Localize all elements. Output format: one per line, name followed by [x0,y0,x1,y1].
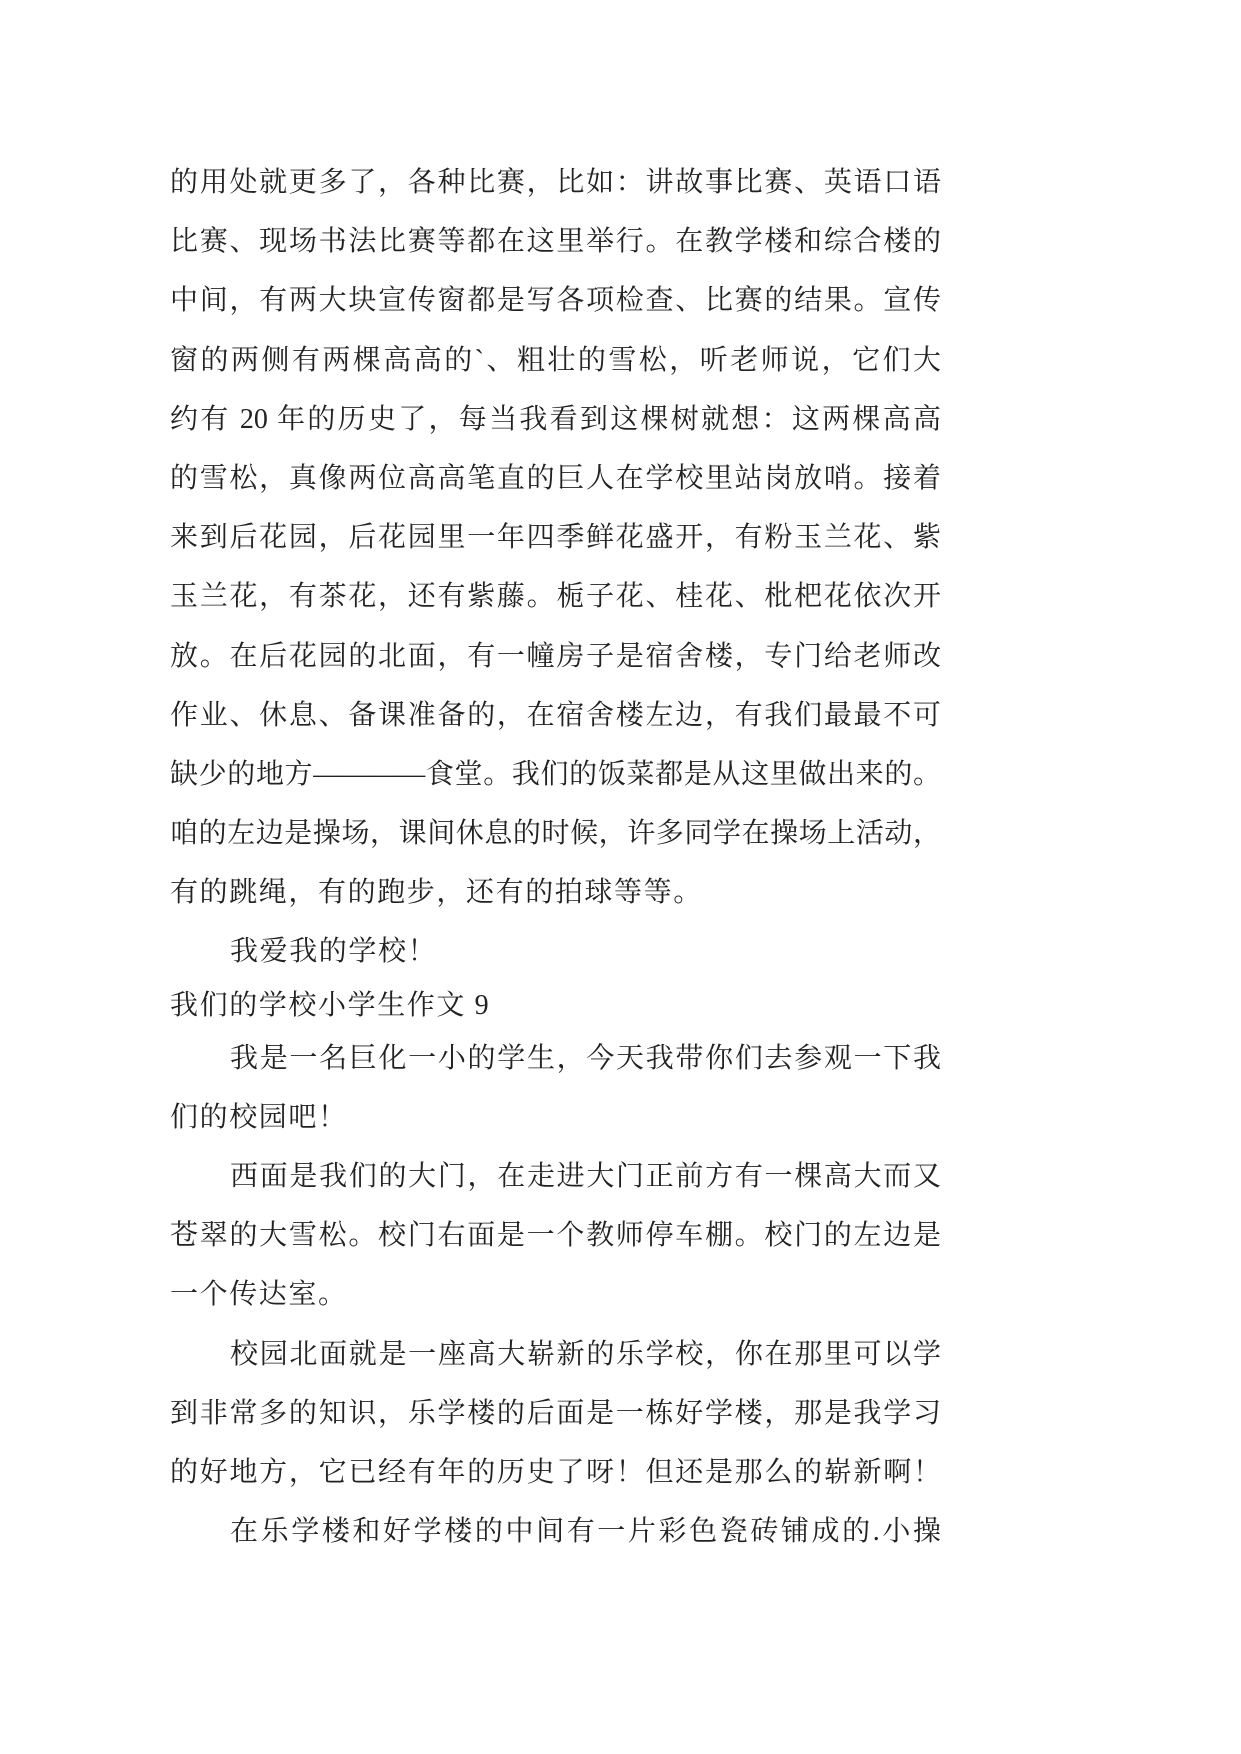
text-line: 缺少的地方————食堂。我们的饭菜都是从这里做出来的。 [170,758,941,790]
text-line: 苍翠的大雪松。校门右面是一个教师停车棚。校门的左边是 [170,1220,941,1252]
paragraph [170,1502,941,1561]
text-line: 我是一名巨化一小的学生，今天我带你们去参观一下我 [230,1042,941,1074]
text-line: 作业、休息、备课准备的，在宿舍楼左边，有我们最最不可 [170,699,941,731]
text-line: 在乐学楼和好学楼的中间有一片彩色瓷砖铺成的.小操 [230,1516,941,1548]
text-line: 咱的左边是操场，课间休息的时候，许多同学在操场上活动， [170,818,941,850]
text-line: 校园北面就是一座高大崭新的乐学校，你在那里可以学 [230,1338,941,1370]
paragraph [170,922,941,981]
essay-title: 我们的学校小学生作文 9 [170,989,491,1021]
text-line: 中间，有两大块宣传窗都是写各项检查、比赛的结果。宣传 [170,285,941,317]
document-body [170,153,941,1561]
text-line: 一个传达室。 [170,1279,348,1311]
text-line: 们的校园吧！ [170,1101,348,1133]
paragraph [170,153,941,922]
text-line: 约有 20 年的历史了，每当我看到这棵树就想：这两棵高高 [170,403,941,435]
text-line: 玉兰花，有茶花，还有紫藤。栀子花、桂花、枇杷花依次开 [170,581,941,613]
text-line: 西面是我们的大门，在走进大门正前方有一棵高大而又 [230,1161,941,1192]
text-line: 到非常多的知识，乐学楼的后面是一栋好学楼，那是我学习 [170,1397,941,1429]
text-line: 有的跳绳，有的跑步，还有的拍球等等。 [170,877,703,909]
text-line: 比赛、现场书法比赛等都在这里举行。在教学楼和综合楼的 [170,226,941,258]
text-line: 我爱我的学校！ [230,936,438,968]
text-line: 窗的两侧有两棵高高的`、粗壮的雪松，听老师说，它们大 [170,344,941,376]
paragraph [170,1325,941,1503]
text-line: 的雪松，真像两位高高笔直的巨人在学校里站岗放哨。接着 [170,462,941,494]
text-line: 放。在后花园的北面，有一幢房子是宿舍楼，专门给老师改 [170,640,941,672]
text-line: 来到后花园，后花园里一年四季鲜花盛开，有粉玉兰花、紫 [170,522,941,554]
text-line: 的用处就更多了，各种比赛，比如：讲故事比赛、英语口语 [170,167,941,198]
paragraph [170,1029,941,1147]
paragraph [170,1147,941,1325]
text-line: 的好地方，它已经有年的历史了呀！但还是那么的崭新啊！ [170,1456,941,1488]
